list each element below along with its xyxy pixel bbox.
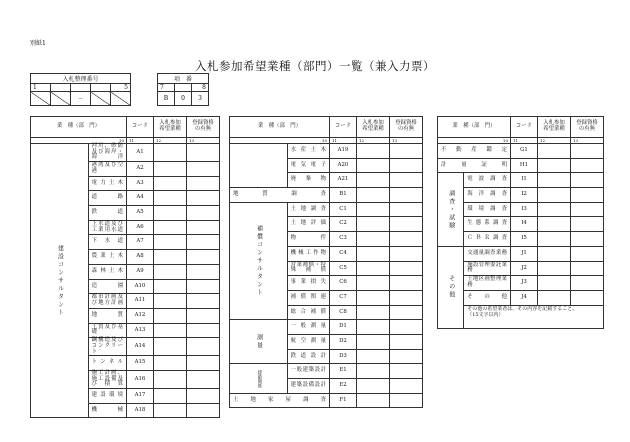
reg-digit-4[interactable] xyxy=(111,92,131,106)
t3-other-code: J4 xyxy=(511,290,538,305)
t2-header-registration: 登録資格 の有無 xyxy=(390,117,423,138)
t2-kaoku-registration-cell[interactable] xyxy=(390,393,423,408)
t1-row-desire-cell[interactable] xyxy=(154,162,187,177)
t1-row-name: 港湾及び空港 xyxy=(88,162,126,177)
t2-hosho-name: 補償関連 xyxy=(287,290,329,305)
t2-hosho-code: C8 xyxy=(330,305,357,320)
t2-hosho-registration-cell[interactable] xyxy=(390,276,423,291)
t3-other-name: 土地区画整理業務 xyxy=(464,276,511,291)
group-label-hosho: 補償コンサルタント xyxy=(230,202,288,320)
t2-hosho-code: C6 xyxy=(330,276,357,291)
t2-hosho-name: 営業補償・特殊補償 xyxy=(287,261,329,276)
t3-header-code: コード xyxy=(511,117,538,138)
table-row xyxy=(438,246,604,261)
t1-row-registration-cell[interactable] xyxy=(187,323,220,338)
t1-row-registration-cell[interactable] xyxy=(187,338,220,356)
t2-kenchiku-code: E1 xyxy=(330,364,357,379)
t3-chosa-name: 生態系調査 xyxy=(464,217,511,232)
t1-row-registration-cell[interactable] xyxy=(187,264,220,279)
t2-hosho-registration-cell[interactable] xyxy=(390,290,423,305)
t3-other-desire-cell[interactable] xyxy=(538,290,571,305)
t2-kenchiku-registration-cell[interactable] xyxy=(390,364,423,379)
t2-hosho-code: C1 xyxy=(330,202,357,217)
t3-chosa-desire-cell[interactable] xyxy=(538,188,571,203)
reg-digit-3[interactable] xyxy=(91,92,111,106)
t2-top-registration-cell[interactable] xyxy=(390,173,423,188)
t2-sokuryo-desire-cell[interactable] xyxy=(357,349,390,364)
t2-kenchiku-desire-cell[interactable] xyxy=(357,379,390,394)
t1-row-desire-cell[interactable] xyxy=(154,264,187,279)
item-col-num-end: 8 xyxy=(192,84,209,92)
t2-sokuryo-name: 航空測量 xyxy=(287,334,329,349)
table-row xyxy=(31,144,220,162)
t2-top-registration-cell[interactable] xyxy=(390,158,423,173)
t3-other-name: その他 xyxy=(464,290,511,305)
t2-sokuryo-code: D1 xyxy=(330,320,357,335)
t2-hosho-registration-cell[interactable] xyxy=(390,246,423,261)
reg-digit-2[interactable] xyxy=(51,92,71,106)
group-label-kenchiku: 建築関係 xyxy=(230,364,288,393)
t2-hosho-name: 物件 xyxy=(287,232,329,247)
t2-hosho-name: 事業損失 xyxy=(287,276,329,291)
t2-kenchiku-name: 一般建築設計 xyxy=(287,364,329,379)
t1-row-desire-cell[interactable] xyxy=(154,206,187,221)
item-number-box xyxy=(157,73,209,106)
t1-row-name: 電力土木 xyxy=(88,176,126,191)
t1-row-name: 上水道及び工業用水道 xyxy=(88,220,126,235)
t2-hosho-desire-cell[interactable] xyxy=(357,276,390,291)
t1-row-name: 河川、砂防及び海岸・海洋 xyxy=(88,144,126,162)
t2-hosho-code: C7 xyxy=(330,290,357,305)
t3-top-desire-cell[interactable] xyxy=(538,144,571,159)
t2-sokuryo-registration-cell[interactable] xyxy=(390,349,423,364)
t1-row-code: A7 xyxy=(127,235,154,250)
t1-row-desire-cell[interactable] xyxy=(154,356,187,371)
t1-row-registration-cell[interactable] xyxy=(187,191,220,206)
t3-other-code: J3 xyxy=(511,276,538,291)
t3-chosa-name: 環境調査 xyxy=(464,202,511,217)
t2-kaoku-desire-cell[interactable] xyxy=(357,393,390,408)
t1-row-registration-cell[interactable] xyxy=(187,370,220,388)
t3-top-registration-cell[interactable] xyxy=(571,144,604,159)
t3-top-registration-cell[interactable] xyxy=(571,158,604,173)
reg-digit-1[interactable] xyxy=(31,92,51,106)
t1-row-code: A17 xyxy=(127,388,154,403)
t3-colnum-12: 12 xyxy=(538,138,571,144)
t2-sokuryo-registration-cell[interactable] xyxy=(390,334,423,349)
t2-top-registration-cell[interactable] xyxy=(390,144,423,159)
t1-row-name: 森林土木 xyxy=(88,264,126,279)
t3-other-desire-cell[interactable] xyxy=(538,276,571,291)
t1-row-code: A10 xyxy=(127,279,154,294)
t3-chosa-name: ＣＢＲ調査 xyxy=(464,232,511,247)
t1-row-code: A1 xyxy=(127,144,154,162)
t2-sokuryo-name: 鉄道設計 xyxy=(287,349,329,364)
group-label-consultant-cont xyxy=(230,144,288,188)
table-row xyxy=(230,364,423,379)
t1-row-registration-cell[interactable] xyxy=(187,176,220,191)
t3-colnum-11: 11 xyxy=(511,138,538,144)
reference-label: 別紙1 xyxy=(30,40,46,47)
t1-row-code: A3 xyxy=(127,176,154,191)
t1-row-code: A11 xyxy=(127,294,154,309)
t1-row-code: A2 xyxy=(127,162,154,177)
t1-row-name: 機械 xyxy=(88,403,126,418)
t1-row-name: 地質 xyxy=(88,308,126,323)
t2-colnum-11: 11 xyxy=(330,138,357,144)
t2-hosho-registration-cell[interactable] xyxy=(390,202,423,217)
t2-top-name: 廃棄物 xyxy=(287,173,329,188)
t3-other-code: J2 xyxy=(511,261,538,276)
t1-row-desire-cell[interactable] xyxy=(154,370,187,388)
table-row xyxy=(230,320,423,335)
t1-row-code: A13 xyxy=(127,323,154,338)
t2-sokuryo-desire-cell[interactable] xyxy=(357,334,390,349)
t2-hosho-desire-cell[interactable] xyxy=(357,305,390,320)
t1-row-registration-cell[interactable] xyxy=(187,308,220,323)
t1-row-desire-cell[interactable] xyxy=(154,403,187,418)
t3-other-registration-cell[interactable] xyxy=(571,276,604,291)
table-row xyxy=(230,202,423,217)
reg-col-num-end: 5 xyxy=(111,84,131,92)
t2-kenchiku-registration-cell[interactable] xyxy=(390,379,423,394)
t1-header-category: 業 種（部 門） xyxy=(31,117,127,138)
t3-top-code: H1 xyxy=(511,158,538,173)
t1-colnum-13: 13 xyxy=(187,138,220,144)
t2-top-desire-cell[interactable] xyxy=(357,144,390,159)
t1-row-name: 施工計画、施工設備及び積算 xyxy=(88,370,126,388)
t3-other-desire-cell[interactable] xyxy=(538,246,571,261)
t1-header-desire: 入札参加 希望業種 xyxy=(154,117,187,138)
t1-row-name: 鋼構造及びコンクリート xyxy=(88,338,126,356)
t1-row-registration-cell[interactable] xyxy=(187,206,220,221)
t2-hosho-registration-cell[interactable] xyxy=(390,232,423,247)
t3-other-registration-cell[interactable] xyxy=(571,246,604,261)
t3-header-category: 業 種（部 門） xyxy=(438,117,511,138)
t2-kaoku-name: 土地家屋調査 xyxy=(230,393,330,408)
t1-row-desire-cell[interactable] xyxy=(154,338,187,356)
t3-header-desire: 入札参加 希望業種 xyxy=(538,117,571,138)
t3-chosa-registration-cell[interactable] xyxy=(571,232,604,247)
t1-row-registration-cell[interactable] xyxy=(187,356,220,371)
t2-hosho-name: 土地調査 xyxy=(287,202,329,217)
t2-kenchiku-desire-cell[interactable] xyxy=(357,364,390,379)
t1-header-registration: 登録資格 の有無 xyxy=(187,117,220,138)
t1-row-name: 農業土木 xyxy=(88,250,126,265)
t3-other-name: 施設管理委託業務 xyxy=(464,261,511,276)
t1-row-name: 都市計画及び地方計画 xyxy=(88,294,126,309)
t3-chosa-desire-cell[interactable] xyxy=(538,217,571,232)
table-row xyxy=(230,144,423,159)
t1-row-name: 建設環境 xyxy=(88,388,126,403)
t2-hosho-desire-cell[interactable] xyxy=(357,217,390,232)
reg-dash: － xyxy=(71,92,91,106)
other-note: その他の希望業者は、その内容を記載すること。 （15文字以内） xyxy=(464,305,604,328)
table-row xyxy=(438,158,604,173)
item-no-value-3: 3 xyxy=(192,92,209,106)
t3-other-registration-cell[interactable] xyxy=(571,290,604,305)
t1-row-registration-cell[interactable] xyxy=(187,220,220,235)
table-row xyxy=(438,144,604,159)
t2-sokuryo-desire-cell[interactable] xyxy=(357,320,390,335)
t2-sokuryo-name: 一般測量 xyxy=(287,320,329,335)
t2-header-desire: 入札参加 希望業種 xyxy=(357,117,390,138)
table-row xyxy=(438,173,604,188)
t1-row-name: 造園 xyxy=(88,279,126,294)
t3-top-name: 計量証明 xyxy=(438,158,511,173)
t3-chosa-registration-cell[interactable] xyxy=(571,202,604,217)
t1-row-code: A18 xyxy=(127,403,154,418)
t1-row-code: A6 xyxy=(127,220,154,235)
t3-colnum-13: 13 xyxy=(571,138,604,144)
t2-hosho-code: C5 xyxy=(330,261,357,276)
t2-hosho-desire-cell[interactable] xyxy=(357,261,390,276)
t2-header-category: 業 種（部 門） xyxy=(230,117,330,138)
t3-chosa-desire-cell[interactable] xyxy=(538,232,571,247)
t1-row-code: A8 xyxy=(127,250,154,265)
reg-col-num-start: 1 xyxy=(31,84,51,92)
t2-header-code: コード xyxy=(330,117,357,138)
t1-row-code: A4 xyxy=(127,191,154,206)
t2-colnum-13: 13 xyxy=(390,138,423,144)
t1-colnum-12: 12 xyxy=(154,138,187,144)
t2-sokuryo-registration-cell[interactable] xyxy=(390,320,423,335)
t2-hosho-code: C2 xyxy=(330,217,357,232)
t1-row-name: トンネル xyxy=(88,356,126,371)
t3-chosa-desire-cell[interactable] xyxy=(538,202,571,217)
t1-row-code: A14 xyxy=(127,338,154,356)
t3-colnum-10: 10 xyxy=(438,138,511,144)
t3-chosa-code: I5 xyxy=(511,232,538,247)
t3-chosa-registration-cell[interactable] xyxy=(571,173,604,188)
t2-top-name: 水産土木 xyxy=(287,144,329,159)
t2-hosho-code: C3 xyxy=(330,232,357,247)
t1-row-desire-cell[interactable] xyxy=(154,279,187,294)
t1-row-code: A12 xyxy=(127,308,154,323)
t2-sokuryo-code: D2 xyxy=(330,334,357,349)
t1-row-desire-cell[interactable] xyxy=(154,176,187,191)
t1-row-registration-cell[interactable] xyxy=(187,294,220,309)
t2-hosho-registration-cell[interactable] xyxy=(390,261,423,276)
registration-label: 入札整理番号 xyxy=(31,74,131,84)
t1-row-name: 道路 xyxy=(88,191,126,206)
t2-sokuryo-code: D3 xyxy=(330,349,357,364)
t1-row-desire-cell[interactable] xyxy=(154,235,187,250)
t1-row-desire-cell[interactable] xyxy=(154,220,187,235)
t2-kenchiku-name: 建築設備設計 xyxy=(287,379,329,394)
t2-hosho-desire-cell[interactable] xyxy=(357,202,390,217)
t1-row-desire-cell[interactable] xyxy=(154,323,187,338)
t1-colnum-11: 11 xyxy=(127,138,154,144)
t1-row-name: 土質及び基礎 xyxy=(88,323,126,338)
t3-chosa-code: I1 xyxy=(511,173,538,188)
t1-row-code: A9 xyxy=(127,264,154,279)
table-row xyxy=(230,393,423,408)
t2-top-code: A19 xyxy=(330,144,357,159)
t1-row-desire-cell[interactable] xyxy=(154,144,187,162)
t3-chosa-registration-cell[interactable] xyxy=(571,188,604,203)
t1-row-desire-cell[interactable] xyxy=(154,294,187,309)
t1-row-desire-cell[interactable] xyxy=(154,388,187,403)
t3-other-registration-cell[interactable] xyxy=(571,261,604,276)
t1-row-registration-cell[interactable] xyxy=(187,144,220,162)
t2-chishitsu-code: B1 xyxy=(330,188,357,203)
t1-row-desire-cell[interactable] xyxy=(154,250,187,265)
t3-chosa-code: I3 xyxy=(511,202,538,217)
category-table-1 xyxy=(30,116,220,418)
t1-row-code: A16 xyxy=(127,370,154,388)
t3-chosa-name: 海洋調査 xyxy=(464,188,511,203)
t3-top-code: G1 xyxy=(511,144,538,159)
t1-row-name: 鉄道 xyxy=(88,206,126,221)
t1-row-registration-cell[interactable] xyxy=(187,250,220,265)
group-label-other: その他 xyxy=(438,246,464,328)
t1-row-desire-cell[interactable] xyxy=(154,308,187,323)
t1-row-registration-cell[interactable] xyxy=(187,162,220,177)
group-label-consultant: 建設コンサルタント xyxy=(31,144,89,418)
t2-hosho-registration-cell[interactable] xyxy=(390,305,423,320)
t2-hosho-desire-cell[interactable] xyxy=(357,290,390,305)
t2-colnum-10: 10 xyxy=(230,138,330,144)
group-label-sokuryo: 測量 xyxy=(230,320,288,364)
t2-hosho-registration-cell[interactable] xyxy=(390,217,423,232)
t2-hosho-name: 土地評価 xyxy=(287,217,329,232)
t3-chosa-code: I4 xyxy=(511,217,538,232)
t3-chosa-code: I2 xyxy=(511,188,538,203)
t1-row-name: 下水道 xyxy=(88,235,126,250)
t2-top-name: 電気電子 xyxy=(287,158,329,173)
t1-row-registration-cell[interactable] xyxy=(187,235,220,250)
t2-top-code: A20 xyxy=(330,158,357,173)
category-table-2 xyxy=(229,116,423,408)
t1-row-registration-cell[interactable] xyxy=(187,403,220,418)
t1-row-code: A5 xyxy=(127,206,154,221)
item-no-label: 項 番 xyxy=(158,74,209,84)
t2-hosho-code: C4 xyxy=(330,246,357,261)
t1-colnum-10: 10 xyxy=(31,138,127,144)
item-no-value-2: 0 xyxy=(175,92,192,106)
t1-row-registration-cell[interactable] xyxy=(187,388,220,403)
t1-row-code: A15 xyxy=(127,356,154,371)
t3-other-code: J1 xyxy=(511,246,538,261)
item-no-value-1: B xyxy=(158,92,175,106)
t2-chishitsu-registration-cell[interactable] xyxy=(390,188,423,203)
t2-hosho-name: 総合補償 xyxy=(287,305,329,320)
t1-row-desire-cell[interactable] xyxy=(154,191,187,206)
t2-top-desire-cell[interactable] xyxy=(357,158,390,173)
category-table-3 xyxy=(437,116,604,329)
t2-kenchiku-code: E2 xyxy=(330,379,357,394)
t2-kaoku-code: F1 xyxy=(330,393,357,408)
item-col-num-start: 7 xyxy=(158,84,175,92)
t3-other-desire-cell[interactable] xyxy=(538,261,571,276)
t2-hosho-desire-cell[interactable] xyxy=(357,246,390,261)
t2-hosho-name: 機械工作物 xyxy=(287,246,329,261)
t1-row-registration-cell[interactable] xyxy=(187,279,220,294)
t2-chishitsu-name: 地質調査 xyxy=(230,188,330,203)
t3-chosa-name: 電波調査 xyxy=(464,173,511,188)
page-title: 入札参加希望業種（部門）一覧（兼入力票） xyxy=(195,59,435,73)
t1-header-code: コード xyxy=(127,117,154,138)
t3-other-name: 交通量調査業務 xyxy=(464,246,511,261)
t2-top-desire-cell[interactable] xyxy=(357,173,390,188)
t2-hosho-desire-cell[interactable] xyxy=(357,232,390,247)
group-label-chosa: 調査・試験 xyxy=(438,173,464,246)
t3-header-registration: 登録資格 の有無 xyxy=(571,117,604,138)
table-row xyxy=(230,188,423,203)
t3-top-name: 不動産鑑定 xyxy=(438,144,511,159)
t3-top-desire-cell[interactable] xyxy=(538,158,571,173)
t2-chishitsu-desire-cell[interactable] xyxy=(357,188,390,203)
t2-top-code: A21 xyxy=(330,173,357,188)
t3-chosa-registration-cell[interactable] xyxy=(571,217,604,232)
t2-colnum-12: 12 xyxy=(357,138,390,144)
registration-number-box xyxy=(30,73,131,106)
t3-chosa-desire-cell[interactable] xyxy=(538,173,571,188)
